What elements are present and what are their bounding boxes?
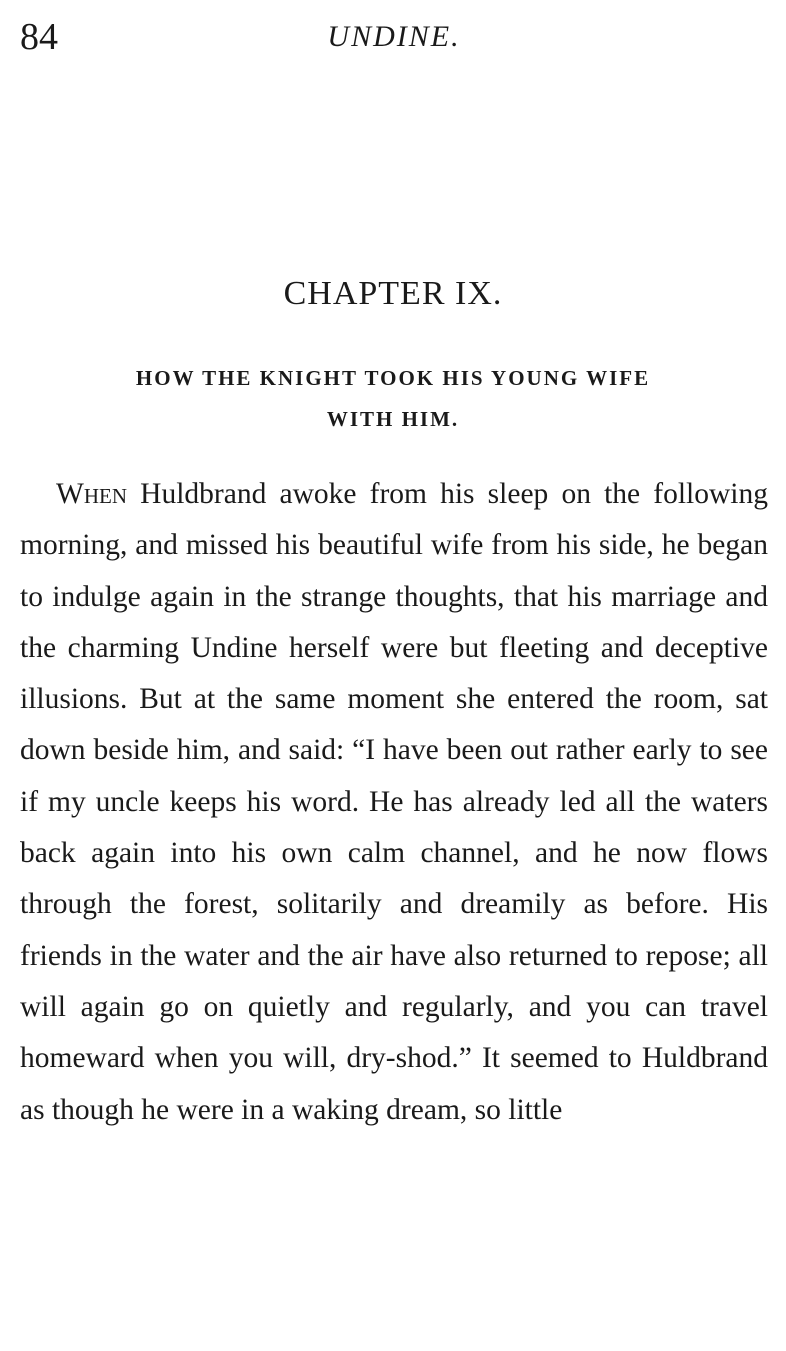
chapter-title: CHAPTER IX. (283, 275, 503, 312)
body-paragraph (20, 469, 768, 1136)
running-title: UNDINE. (327, 20, 461, 53)
drop-first-word: When (56, 478, 128, 510)
chapter-subtitle-line-2: WITH HIM. (326, 407, 460, 431)
page-number: 84 (20, 16, 58, 58)
chapter-subtitle (40, 358, 746, 440)
body-text-content: Huldbrand awoke from his sleep on the following morning, and missed his beautiful wife from his side, he began to indulge again in the strange thoughts, that his marriage and the charming Undine herself were but fleeting and deceptive illusions. But at the same moment she entered the room, sat down beside him, and said: “I have been out rather early to see if my uncle keeps his word. He has already led all the waters back again into his own calm channel, and he now flows through the forest, solitarily and dreamily as before. His friends in the water and the air have also returned to repose; all will again go on quietly and regularly, and you can travel homeward when you will, dry-shod.” It seemed to Huldbrand as though he were in a waking dream, so little (20, 478, 768, 1126)
chapter-subtitle-line-1: HOW THE KNIGHT TOOK HIS YOUNG WIFE (135, 366, 651, 390)
running-header (20, 14, 768, 60)
